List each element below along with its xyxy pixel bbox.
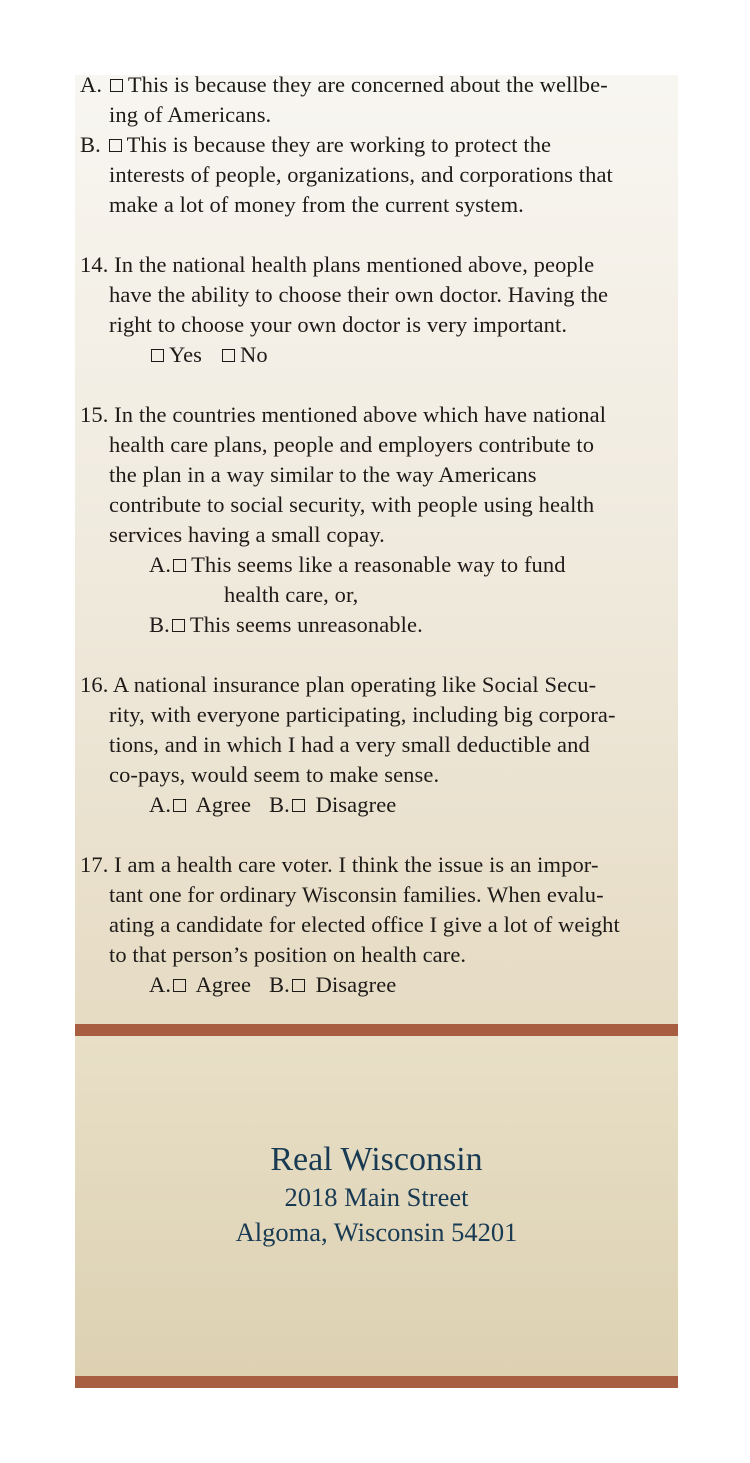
street-address: 2018 Main Street — [284, 1182, 469, 1212]
q13-option-b: B. This is because they are working to protect the interests of people, organizations, and corporations that make a lot of money from the current system. — [80, 132, 613, 217]
question-15: 15. In the countries mentioned above which have national health care plans, people and employers contribute to the plan in a way similar to the way Americans contribute to social security, with people using health services having a small copay. — [80, 402, 607, 547]
q17-answers: A. Agree B. Disagree — [149, 972, 397, 997]
q15-option-a: A. This seems like a reasonable way to fund health care, or, — [149, 552, 566, 607]
q16-answers: A. Agree B. Disagree — [149, 792, 397, 817]
q15-option-b-checkbox[interactable] — [172, 619, 185, 632]
q13-option-a: A. This is because they are concerned about the wellbe- ing of Americans. — [80, 72, 608, 127]
q14-yes-checkbox[interactable] — [151, 349, 164, 362]
q14-answers — [80, 340, 680, 370]
q17-agree-checkbox[interactable] — [173, 979, 186, 992]
q15-option-b: B. This seems unreasonable. — [149, 612, 423, 637]
organization-name: Real Wisconsin — [270, 1141, 483, 1178]
q15-option-a-checkbox[interactable] — [173, 559, 186, 572]
question-17: 17. I am a health care voter. I think the issue is an impor- tant one for ordinary Wisconsin families. When evalu- ating a candidate for elected office I give a lot of weight to that person’s position on health care. — [80, 852, 620, 967]
q16-disagree-checkbox[interactable] — [292, 799, 305, 812]
city-state-zip: Algoma, Wisconsin 54201 — [235, 1217, 518, 1247]
q17-disagree-checkbox[interactable] — [292, 979, 305, 992]
q13-option-b-checkbox[interactable] — [109, 139, 122, 152]
q16-agree-checkbox[interactable] — [173, 799, 186, 812]
footer-address-block — [75, 1036, 678, 1376]
questionnaire-content — [80, 70, 680, 1000]
question-14: 14. In the national health plans mentioned above, people have the ability to choose their own doctor. Having the right to choose your own doctor is very important. — [80, 252, 609, 337]
bottom-divider-rule — [75, 1376, 678, 1388]
q14-no-checkbox[interactable] — [222, 349, 235, 362]
top-divider-rule — [75, 1024, 678, 1036]
q14-no-label: No — [240, 342, 268, 367]
q13-option-a-checkbox[interactable] — [110, 79, 123, 92]
question-16: 16. A national insurance plan operating like Social Secu- rity, with everyone participating, including big corpora- tions, and in which I had a very small deductible and co-pays, would seem to make sense. — [80, 672, 616, 787]
q14-yes-label: Yes — [169, 342, 203, 367]
